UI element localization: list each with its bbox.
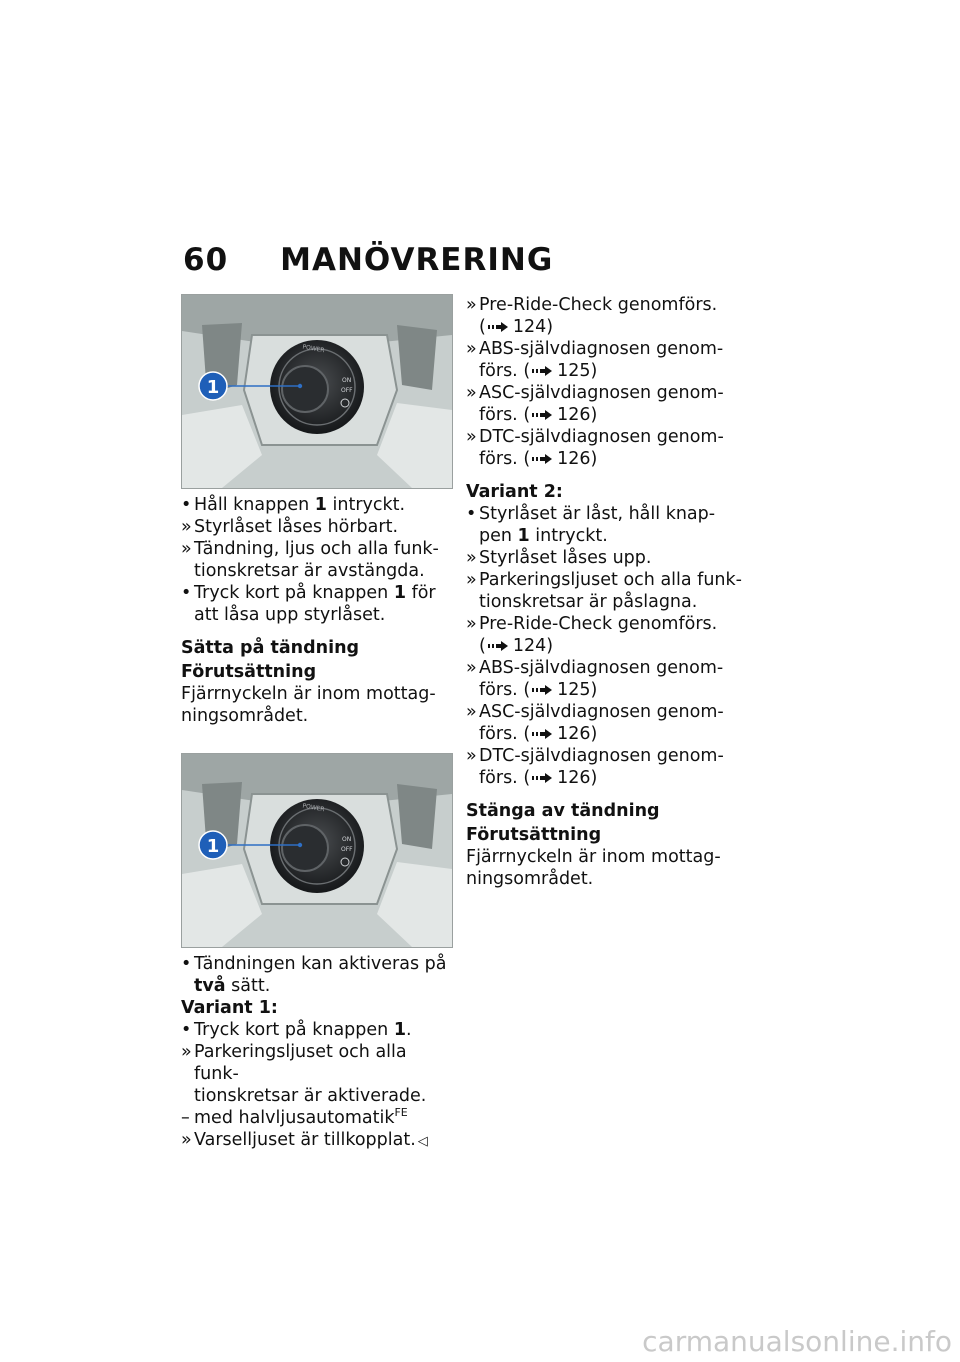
paragraph: Fjärrnyckeln är inom mottag- ningsområdet. — [181, 684, 436, 726]
watermark: carmanualsonline.info — [642, 1325, 952, 1358]
list-item: • Styrlåset är låst, håll knap- pen 1 intryckt. — [466, 504, 716, 546]
photo-power-switch-2 — [181, 753, 453, 948]
heading-stanga-av-tandning: Stänga av tändning — [466, 801, 660, 821]
switch-ring-label: POWER — [301, 343, 325, 355]
instruction-list-2 — [181, 953, 453, 1153]
page-header — [183, 238, 553, 282]
switch-off-label: OFF — [341, 387, 353, 394]
switch-off-label: OFF — [341, 846, 353, 853]
switch-on-label: ON — [342, 836, 352, 843]
page-ref-arrow-icon — [488, 321, 510, 333]
heading-variant-2: Variant 2: — [466, 482, 563, 502]
list-item: » ASC-självdiagnosen genom- förs. ( 126) — [466, 702, 724, 744]
list-item: » Parkeringsljuset och alla funk- tionskretsar är påslagna. — [466, 570, 742, 612]
list-item: • Tryck kort på knappen 1 för att låsa upp styrlåset. — [181, 583, 436, 625]
list-item: » DTC-självdiagnosen genom- förs. ( 126) — [466, 746, 724, 788]
heading-forutsattning: Förutsättning — [181, 662, 317, 682]
list-item-dash: – med halvljusautomatik$^{FE}$ — [181, 1106, 408, 1128]
list-item: » ASC-självdiagnosen genom- förs. ( 126) — [466, 383, 724, 425]
page-ref-arrow-icon — [532, 453, 554, 465]
right-column — [466, 294, 746, 890]
list-item: • Håll knappen 1 intryckt. — [181, 495, 406, 515]
heading-forutsattning: Förutsättning — [466, 825, 602, 845]
heading-satta-pa-tandning: Sätta på tändning — [181, 638, 360, 658]
list-item: » Pre-Ride-Check genomförs. ( 124) — [466, 295, 718, 337]
end-of-section-icon: ◁ — [417, 1134, 428, 1149]
list-item: » Styrlåset låses hörbart. — [181, 517, 399, 537]
list-item: » DTC-självdiagnosen genom- förs. ( 126) — [466, 427, 724, 469]
list-item: • Tryck kort på knappen 1. — [181, 1020, 412, 1040]
list-item: » Tändning, ljus och alla funk- tionskretsar är avstängda. — [181, 539, 439, 581]
page-number: 60 — [183, 242, 229, 278]
list-item: • Tändningen kan aktiveras på två sätt. — [181, 954, 447, 996]
list-item: » Pre-Ride-Check genomförs. ( 124) — [466, 614, 718, 656]
list-item: » ABS-självdiagnosen genom- förs. ( 125) — [466, 339, 724, 381]
switch-ring-label: POWER — [301, 802, 325, 814]
result-list-1 — [466, 294, 746, 890]
page-ref-arrow-icon — [532, 409, 554, 421]
list-item: » Varselljuset är tillkopplat. ◁ — [181, 1129, 453, 1153]
heading-variant-1: Variant 1: — [181, 998, 278, 1018]
list-item: » ABS-självdiagnosen genom- förs. ( 125) — [466, 658, 724, 700]
list-item: » Parkeringsljuset och alla funk- tionskretsar är aktiverade. — [181, 1042, 427, 1106]
page-ref-arrow-icon — [532, 728, 554, 740]
fe-superscript: FE — [394, 1106, 408, 1120]
page-ref-arrow-icon — [532, 684, 554, 696]
switch-on-label: ON — [342, 377, 352, 384]
page-ref-arrow-icon — [532, 365, 554, 377]
photo-power-switch-1 — [181, 294, 453, 489]
section-title: MANÖVRERING — [280, 242, 554, 278]
paragraph: Fjärrnyckeln är inom mottag- ningsområdet. — [466, 847, 721, 889]
page-ref-arrow-icon — [488, 640, 510, 652]
instruction-list-1 — [181, 494, 453, 727]
list-item: » Styrlåset låses upp. — [466, 548, 652, 568]
callout-number: 1 — [206, 377, 220, 398]
callout-number: 1 — [206, 836, 220, 857]
page-ref-arrow-icon — [532, 772, 554, 784]
left-column — [181, 294, 453, 1153]
